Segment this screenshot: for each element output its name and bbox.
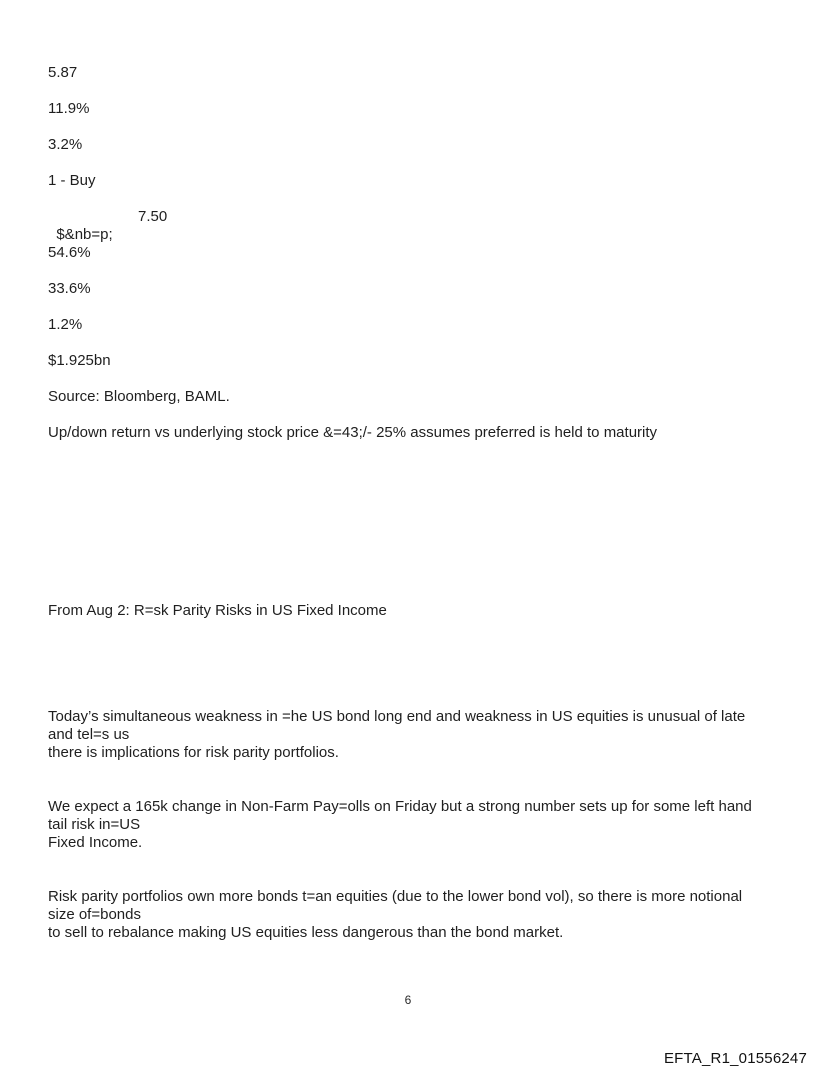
stat-line: $1.925bn	[48, 352, 111, 369]
paragraph	[48, 798, 768, 852]
paragraph	[48, 708, 768, 762]
stat-pair-left: $&nb=p;	[56, 226, 113, 243]
paragraph-line: Fixed Income.	[48, 834, 143, 851]
stat-line: 3.2%	[48, 136, 83, 153]
stat-line: 5.87	[48, 64, 78, 81]
stat-line: 1 - Buy	[48, 172, 96, 189]
page-number: 6	[404, 993, 412, 1007]
stat-line: 1.2%	[48, 316, 83, 333]
source-note: Source: Bloomberg, BAML.	[48, 388, 230, 405]
paragraph-line: to sell to rebalance making US equities less dangerous than the bond market.	[48, 924, 564, 941]
section-heading: From Aug 2: R=sk Parity Risks in US Fixed Income	[48, 602, 387, 619]
paragraph-line: Today’s simultaneous weakness in =he US bond long end and weakness in US equities is unusual of late and tel=s us	[48, 708, 746, 743]
paragraph-line: We expect a 165k change in Non-Farm Pay=olls on Friday but a strong number sets up for some left hand tail risk in=US	[48, 798, 752, 833]
paragraph-line: there is implications for risk parity portfolios.	[48, 744, 339, 761]
stat-pair-right: 7.50	[138, 208, 168, 225]
stat-line: 11.9%	[48, 100, 90, 117]
document-id: EFTA_R1_01556247	[663, 1050, 807, 1067]
paragraph-line: Risk parity portfolios own more bonds t=an equities (due to the lower bond vol), so there is more notional size of=bonds	[48, 888, 743, 923]
footnote: Up/down return vs underlying stock price &=43;/- 25% assumes preferred is held to maturity	[48, 424, 658, 441]
stat-line: 54.6%	[48, 244, 91, 261]
paragraph	[48, 888, 768, 942]
stat-line: 33.6%	[48, 280, 91, 297]
